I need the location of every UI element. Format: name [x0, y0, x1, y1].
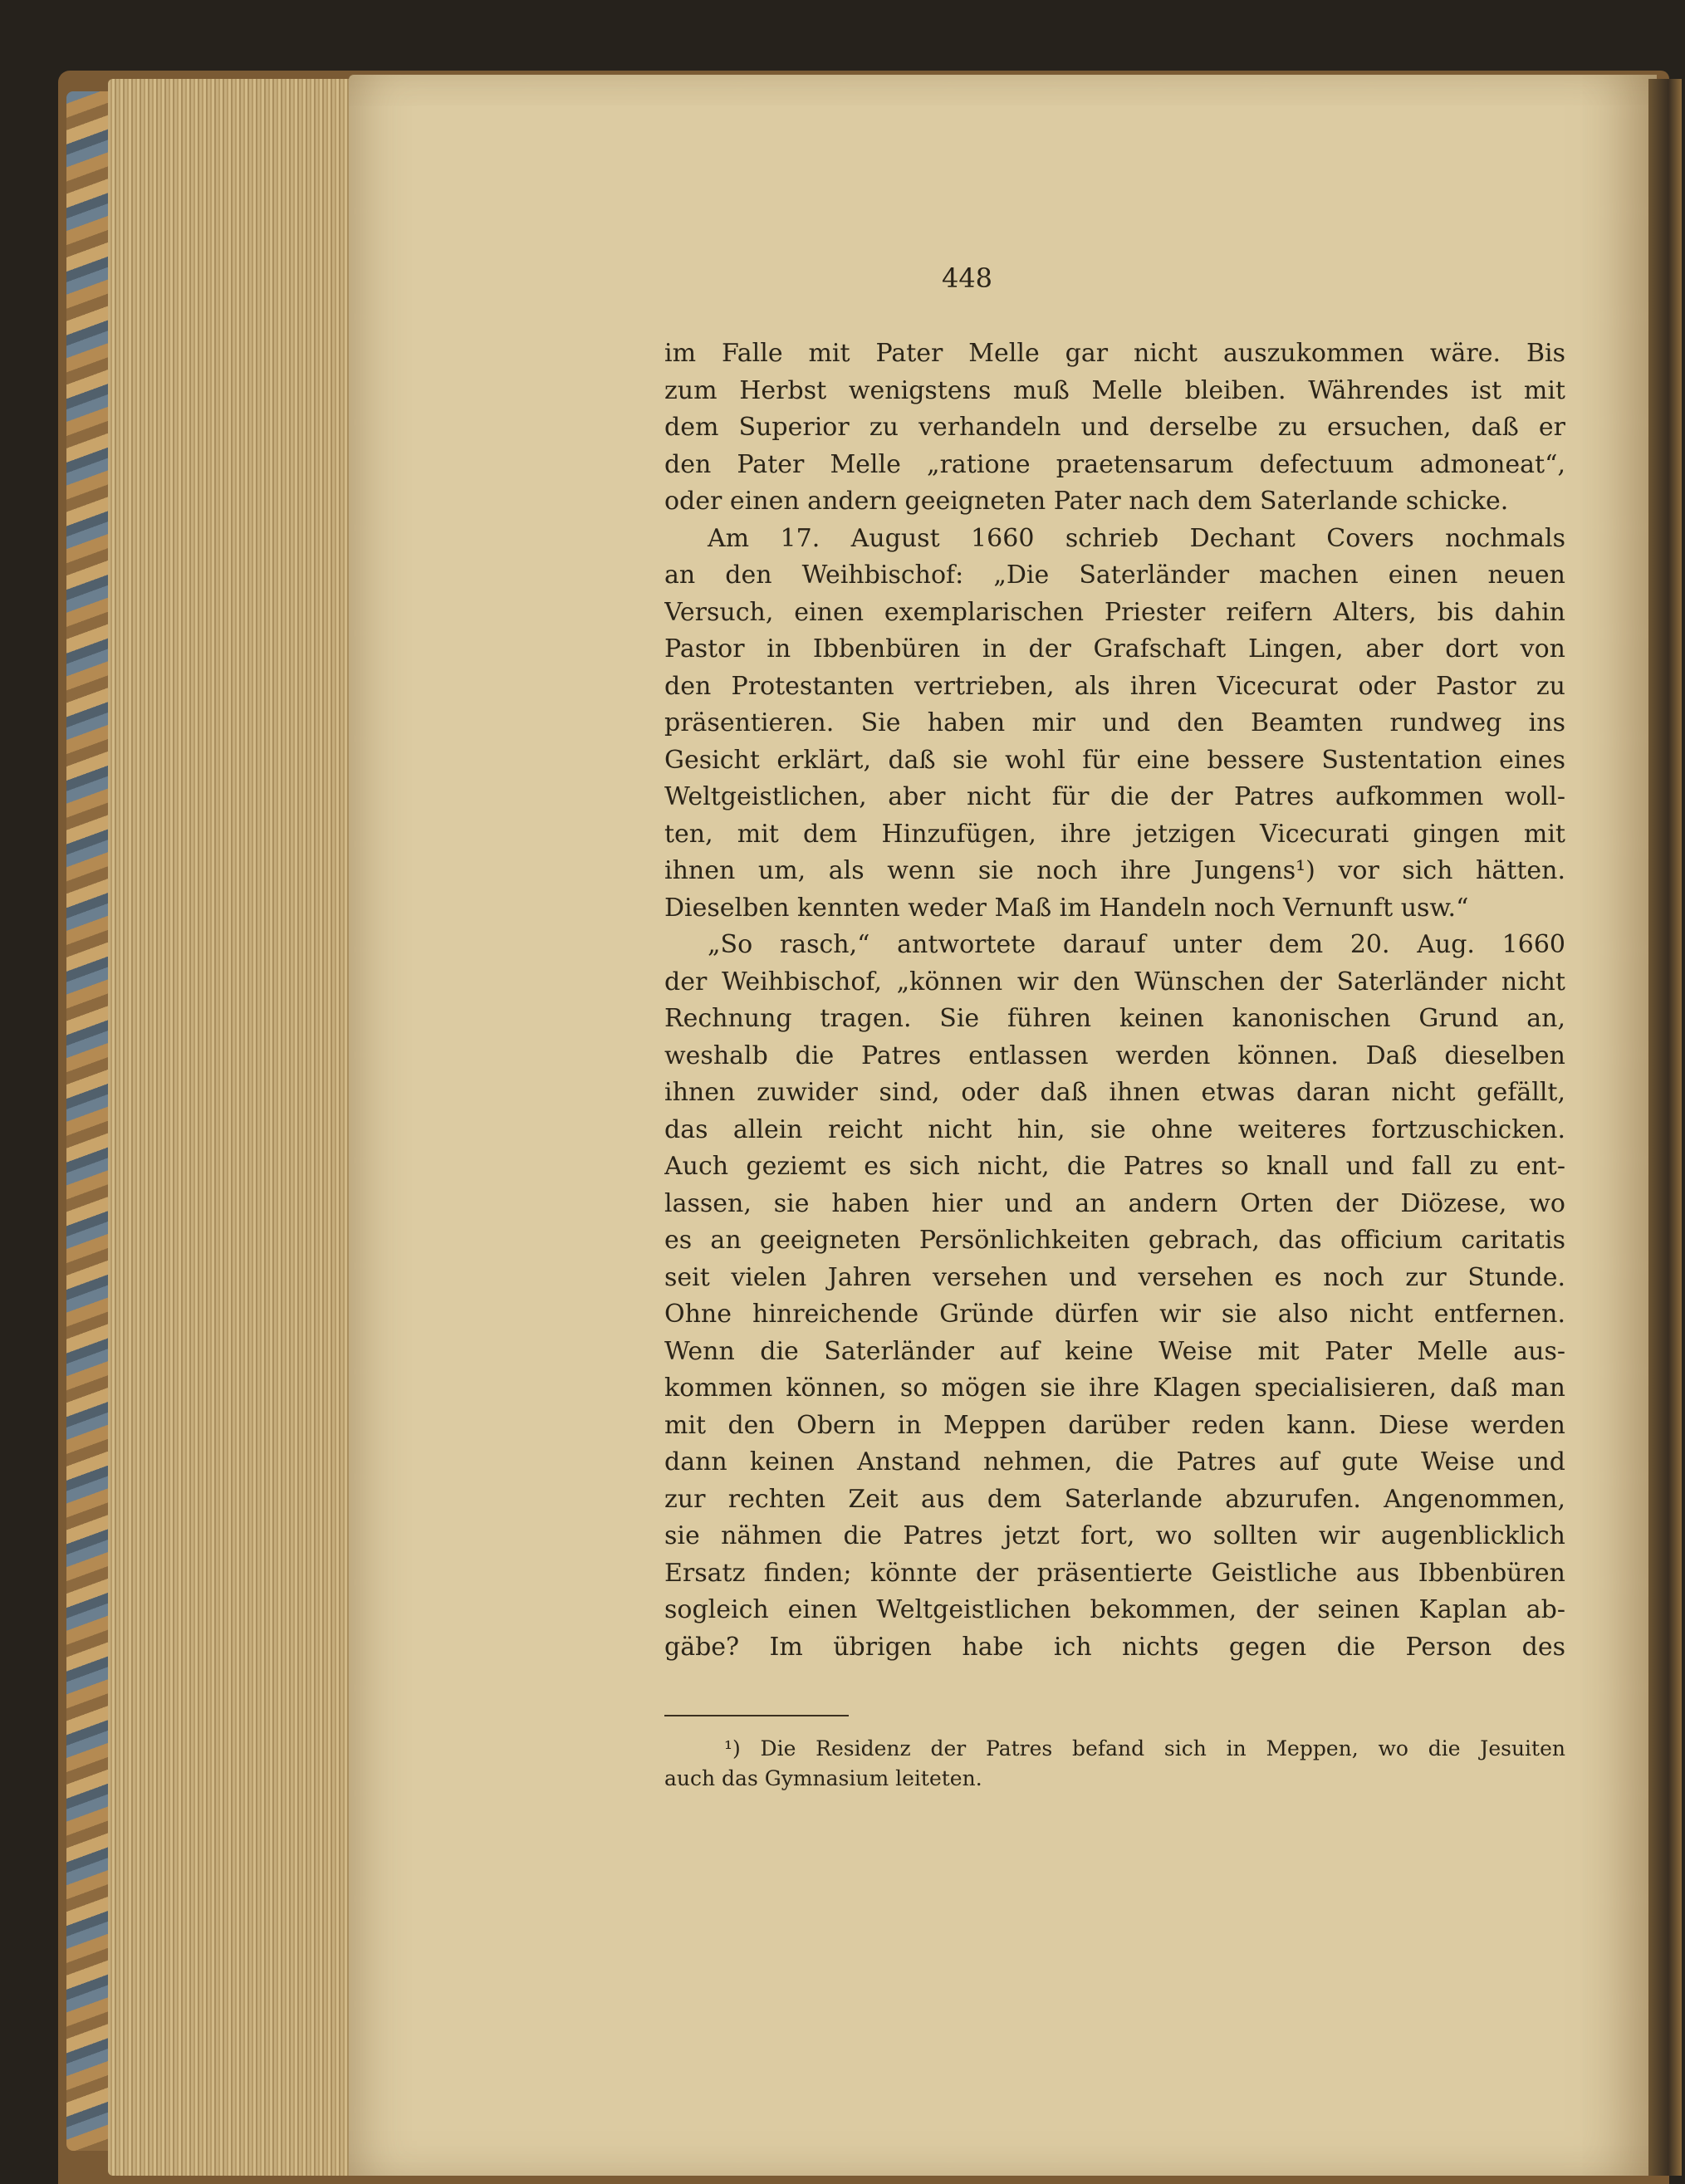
text-line: dem Superior zu verhandeln und derselbe zu ersuchen, daß er [664, 413, 1565, 442]
footnote [664, 1734, 1565, 1794]
text-line: mit den Obern in Meppen darüber reden kann. Diese werden [664, 1410, 1565, 1440]
text-line: sogleich einen Weltgeistlichen bekommen, der seinen Kaplan ab- [664, 1595, 1565, 1624]
text-line: der Weihbischof, „können wir den Wünschen der Saterländer nicht [664, 967, 1565, 997]
text-line: den Protestanten vertrieben, als ihren Vicecurat oder Pastor zu [664, 671, 1565, 701]
text-line: Ohne hinreichende Gründe dürfen wir sie also nicht entfernen. [664, 1300, 1565, 1329]
text-line: an den Weihbischof: „Die Saterländer machen einen neuen [664, 561, 1565, 590]
text-line: oder einen andern geeigneten Pater nach dem Saterlande schicke. [664, 487, 1509, 516]
footnote-line: ¹) Die Residenz der Patres befand sich in Meppen, wo die Jesuiten [724, 1736, 1565, 1760]
text-line: das allein reicht nicht hin, sie ohne weiteres fortzuschicken. [664, 1114, 1565, 1144]
text-line: „So rasch,“ antwortete darauf unter dem 20. Aug. 1660 [708, 930, 1565, 959]
text-line: sie nähmen die Patres jetzt fort, wo sollten wir augenblicklich [664, 1521, 1565, 1550]
text-line: im Falle mit Pater Melle gar nicht auszukommen wäre. Bis [664, 339, 1565, 368]
text-line: zur rechten Zeit aus dem Saterlande abzurufen. Angenommen, [664, 1484, 1565, 1514]
body-text [664, 335, 1565, 1666]
text-line: Weltgeistlichen, aber nicht für die der Patres aufkommen woll- [664, 782, 1565, 811]
text-line: seit vielen Jahren versehen und versehen es noch zur Stunde. [664, 1262, 1565, 1292]
text-line: Pastor in Ibbenbüren in der Grafschaft Lingen, aber dort von [664, 634, 1565, 664]
text-line: ihnen zuwider sind, oder daß ihnen etwas daran nicht gefällt, [664, 1078, 1565, 1107]
text-line: lassen, sie haben hier und an andern Orten der Diözese, wo [664, 1188, 1565, 1218]
text-line: Dieselben kennten weder Maß im Handeln noch Vernunft usw.“ [664, 893, 1469, 923]
text-line: gäbe? Im übrigen habe ich nichts gegen die Person des [664, 1632, 1565, 1662]
text-line: kommen können, so mögen sie ihre Klagen specialisieren, daß man [664, 1374, 1565, 1403]
text-line: dann keinen Anstand nehmen, die Patres auf gute Weise und [664, 1447, 1565, 1476]
footnote-line: auch das Gymnasium leiteten. [664, 1766, 982, 1790]
text-line: Gesicht erklärt, daß sie wohl für eine bessere Sustentation eines [664, 745, 1565, 775]
text-line: Am 17. August 1660 schrieb Dechant Covers nochmals [708, 523, 1565, 553]
text-line: weshalb die Patres entlassen werden können. Daß dieselben [664, 1041, 1565, 1070]
page-number: 448 [941, 262, 993, 294]
text-line: ten, mit dem Hinzufügen, ihre jetzigen Vicecurati gingen mit [664, 819, 1565, 849]
text-line: ihnen um, als wenn sie noch ihre Jungens¹) vor sich hätten. [664, 856, 1565, 885]
text-line: Versuch, einen exemplarischen Priester reifern Alters, bis dahin [664, 597, 1565, 627]
text-line: es an geeigneten Persönlichkeiten gebrach, das officium caritatis [664, 1226, 1565, 1255]
page-edges [108, 79, 365, 2176]
text-line: Auch geziemt es sich nicht, die Patres so knall und fall zu ent- [664, 1152, 1565, 1181]
text-line: Wenn die Saterländer auf keine Weise mit Pater Melle aus- [664, 1336, 1565, 1366]
text-line: Rechnung tragen. Sie führen keinen kanonischen Grund an, [664, 1004, 1565, 1033]
text-line: den Pater Melle „ratione praetensarum defectuum admoneat“, [664, 449, 1565, 479]
footnote-rule [664, 1715, 849, 1716]
text-line: zum Herbst wenigstens muß Melle bleiben. Währendes ist mit [664, 375, 1565, 405]
text-line: präsentieren. Sie haben mir und den Beamten rundweg ins [664, 708, 1565, 737]
text-line: Ersatz finden; könnte der präsentierte Geistliche aus Ibbenbüren [664, 1558, 1565, 1588]
book-gutter [1648, 79, 1682, 2176]
